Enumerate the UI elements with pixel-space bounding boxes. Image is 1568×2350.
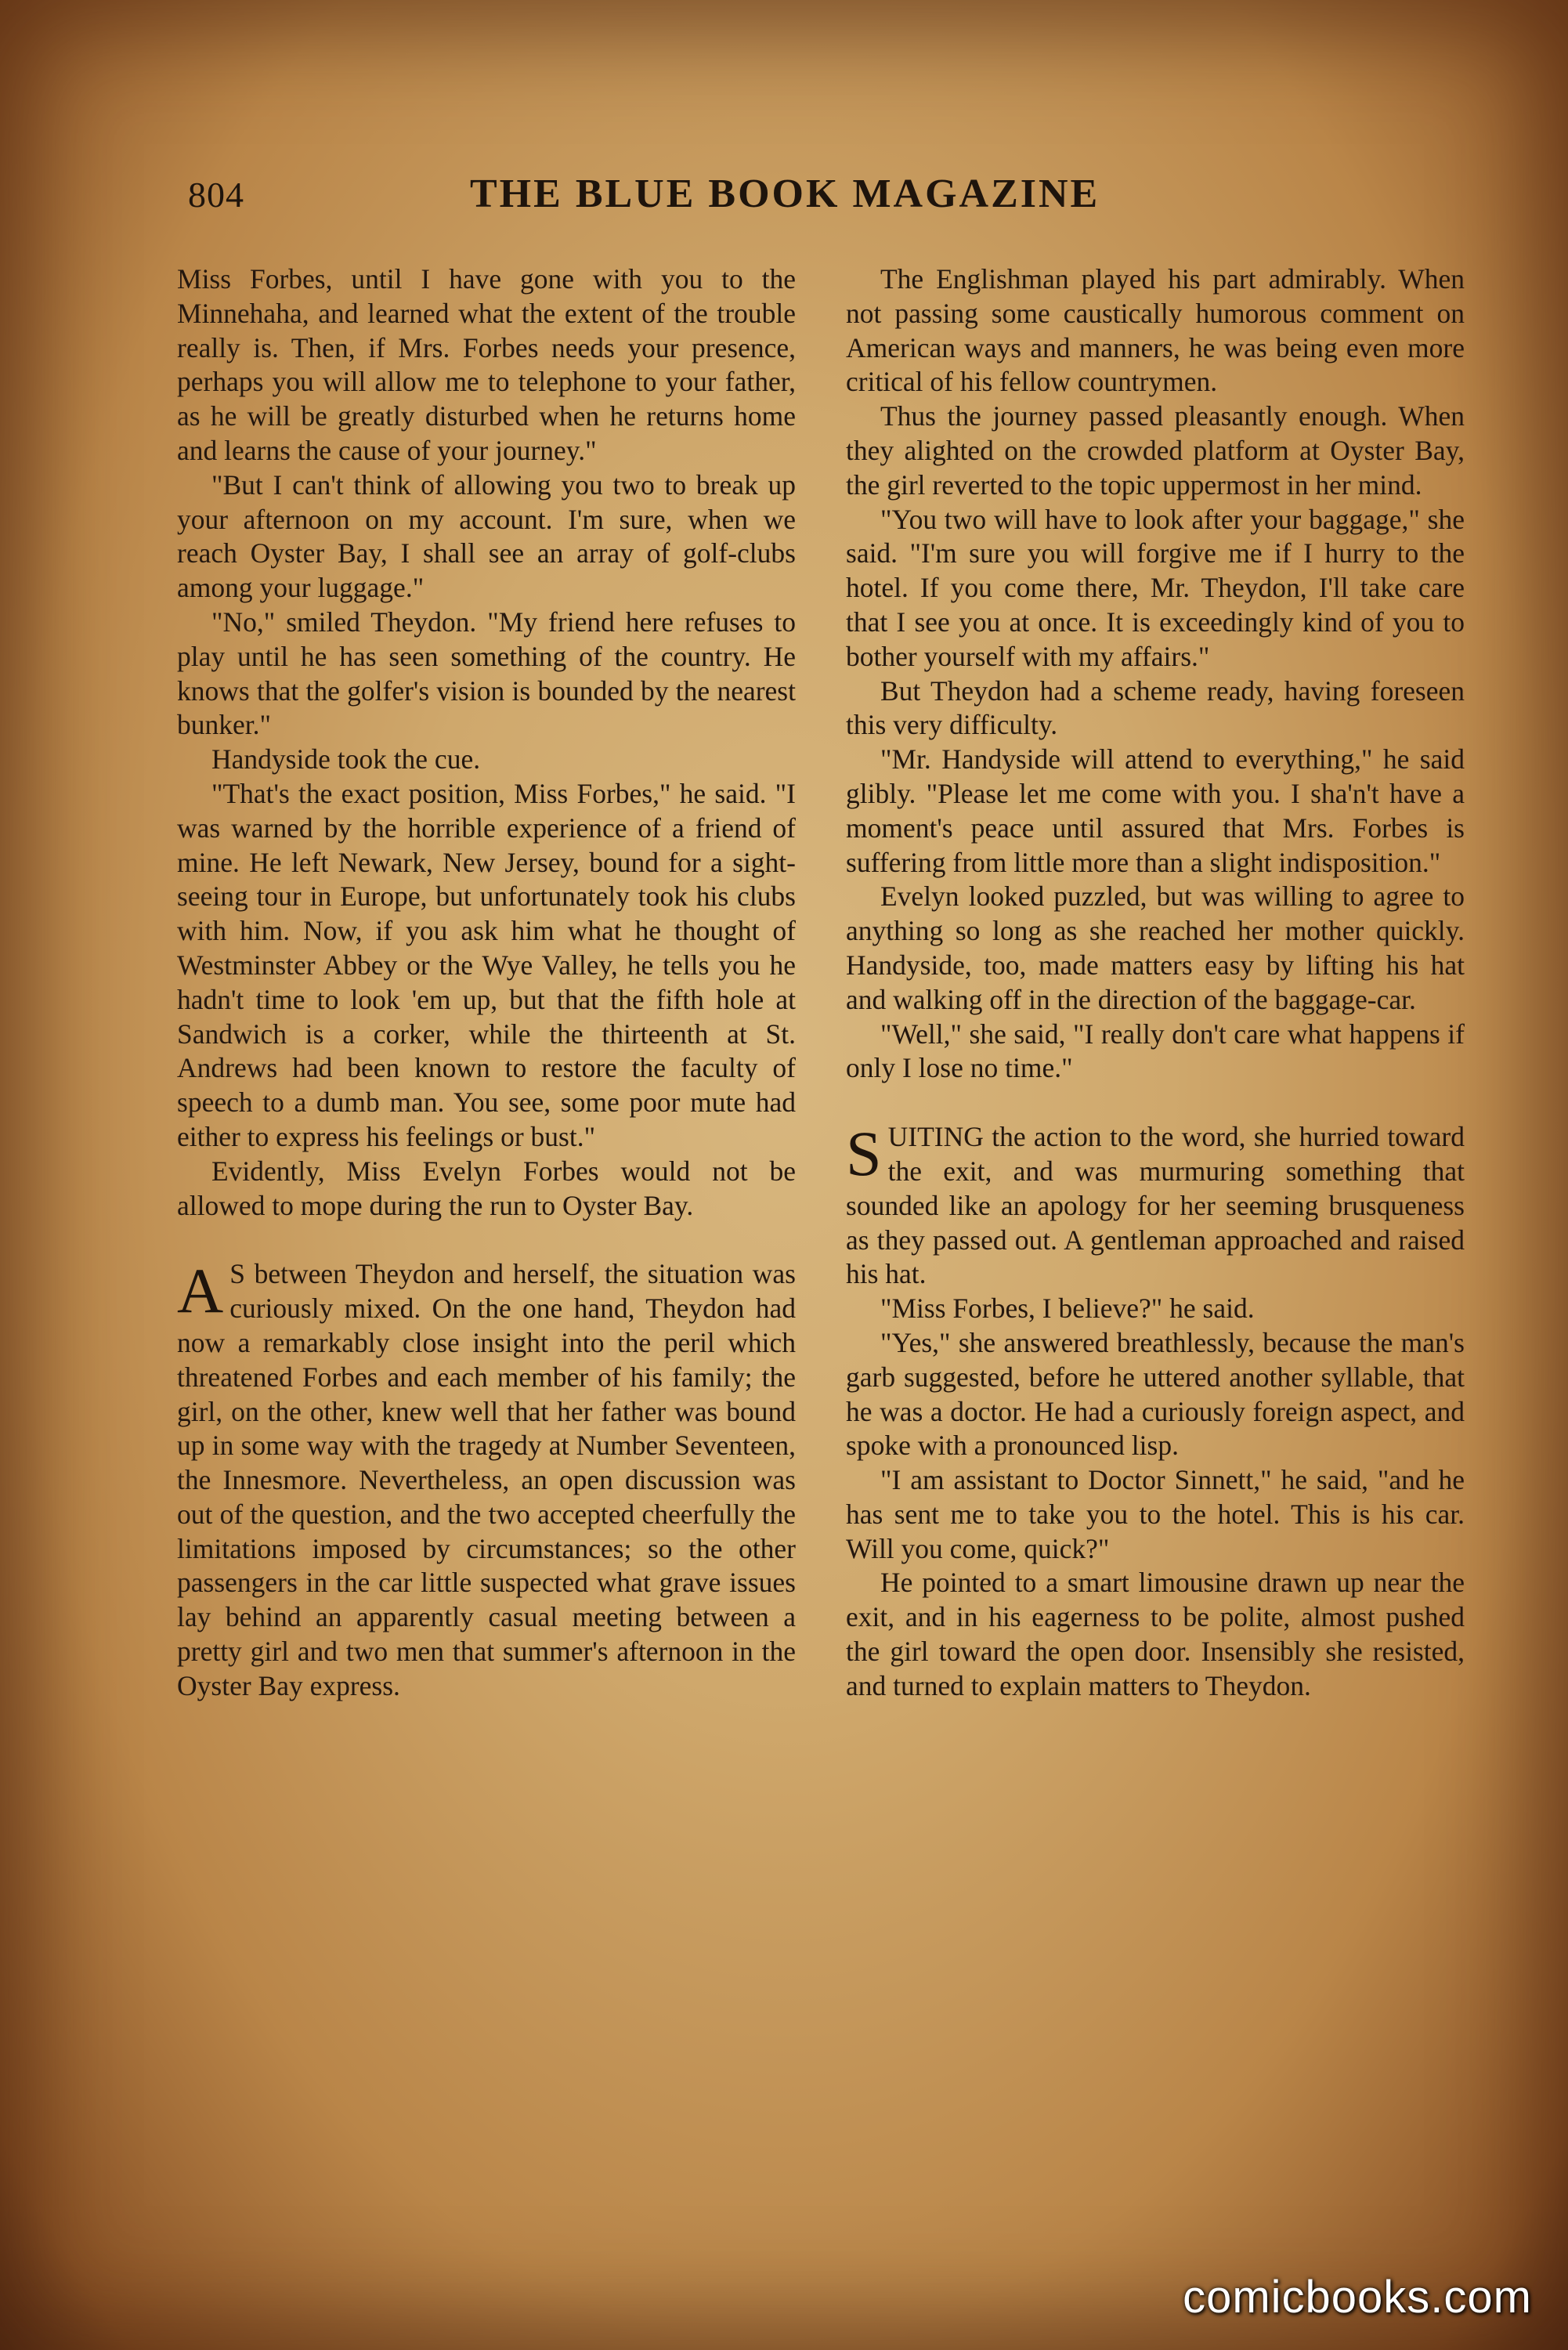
right-column: [846, 262, 1465, 1704]
paragraph: The Englishman played his part admirably. When not passing some caustically humorous comment on American ways and manners, he was being even more critical of his fellow countrymen.: [846, 263, 1465, 398]
paragraph: He pointed to a smart limousine drawn up near the exit, and in his eagerness to be polite, almost pushed the girl toward the open door. Insensibly she resisted, and turned to explain matters to Theydon.: [846, 1567, 1465, 1701]
paragraph: Evidently, Miss Evelyn Forbes would not be allowed to mope during the run to Oyster Bay.: [177, 1155, 796, 1221]
running-title: THE BLUE BOOK MAGAZINE: [470, 172, 1100, 216]
section-paragraph: [177, 1257, 796, 1703]
section-text: S between Theydon and herself, the situation was curiously mixed. On the one hand, Theydon had now a remarkably close insight into the peril which threatened Forbes and each member of his family; the girl, on the other, knew well that her father was bound up in some way with the tragedy at Number Seventeen, the Innesmore. Nevertheless, an open discussion was out of the question, and the two accepted cheerfully the limitations imposed by circumstances; so the other passengers in the car little suspected what grave issues lay behind an apparently casual meeting between a pretty girl and two men that summer's afternoon in the Oyster Bay express.: [177, 1258, 796, 1701]
paragraph: "I am assistant to Doctor Sinnett," he said, "and he has sent me to take you to the hotel. This is his car. Will you come, quick?": [846, 1464, 1465, 1564]
paragraph: "Well," she said, "I really don't care what happens if only I lose no time.": [846, 1018, 1465, 1084]
page-header: [188, 166, 1410, 229]
paragraph: But Theydon had a scheme ready, having foreseen this very difficulty.: [846, 674, 1465, 741]
drop-cap: S: [846, 1118, 882, 1190]
left-column: [177, 262, 796, 1704]
section-text: UITING the action to the word, she hurried toward the exit, and was murmuring something that sounded like an apology for her seeming brusqueness as they passed out. A gentleman approached and raised his hat.: [846, 1121, 1465, 1290]
paragraph: "But I can't think of allowing you two to break up your afternoon on my account. I'm sure, when we reach Oyster Bay, I shall see an array of golf-clubs among your luggage.": [177, 468, 796, 604]
paragraph: "Mr. Handyside will attend to everything," he said glibly. "Please let me come with you. I sha'n't have a moment's peace until assured that Mrs. Forbes is suffering from little more than a slight indisposition.": [846, 743, 1465, 878]
paragraph: Thus the journey passed pleasantly enough. When they alighted on the crowded platform at Oyster Bay, the girl reverted to the topic uppermost in her mind.: [846, 400, 1465, 501]
paragraph: Evelyn looked puzzled, but was willing to agree to anything so long as she reached her mother quickly. Handyside, too, made matters easy by lifting his hat and walking off in the direction of the baggage-car.: [846, 880, 1465, 1015]
paragraph: "No," smiled Theydon. "My friend here refuses to play until he has seen something of the country. He knows that the golfer's vision is bounded by the nearest bunker.": [177, 606, 796, 741]
paragraph: "Miss Forbes, I believe?" he said.: [880, 1292, 1255, 1325]
section-paragraph: [846, 1120, 1465, 1292]
paragraph: Miss Forbes, until I have gone with you to the Minnehaha, and learned what the extent of the trouble really is. Then, if Mrs. Forbes needs your presence, perhaps you will allow me to telephone to your father, as he will be greatly disturbed when he returns home and learns the cause of your journey.": [177, 263, 796, 466]
page-number: 804: [188, 175, 244, 215]
drop-cap: A: [177, 1255, 224, 1327]
watermark: comicbooks.com: [1183, 2272, 1532, 2323]
paragraph: "Yes," she answered breathlessly, because the man's garb suggested, before he uttered another syllable, that he was a doctor. He had a curiously foreign aspect, and spoke with a pronounced lisp.: [846, 1326, 1465, 1462]
paragraph: "You two will have to look after your baggage," she said. "I'm sure you will forgive me if I hurry to the hotel. If you come there, Mr. Theydon, I'll take care that I see you at once. It is exceedingly kind of you to bother yourself with my affairs.": [846, 503, 1465, 672]
paragraph: "That's the exact position, Miss Forbes," he said. "I was warned by the horrible experience of a friend of mine. He left Newark, New Jersey, bound for a sight-seeing tour in Europe, but unfortunately took his clubs with him. Now, if you ask him what he thought of Westminster Abbey or the Wye Valley, he tells you he hadn't time to look 'em up, but that the fifth hole at Sandwich is a corker, while the thirteenth at St. Andrews had been known to restore the faculty of speech to a dumb man. You see, some poor mute had either to express his feelings or bust.": [177, 777, 796, 1152]
paragraph: Handyside took the cue.: [211, 743, 481, 776]
